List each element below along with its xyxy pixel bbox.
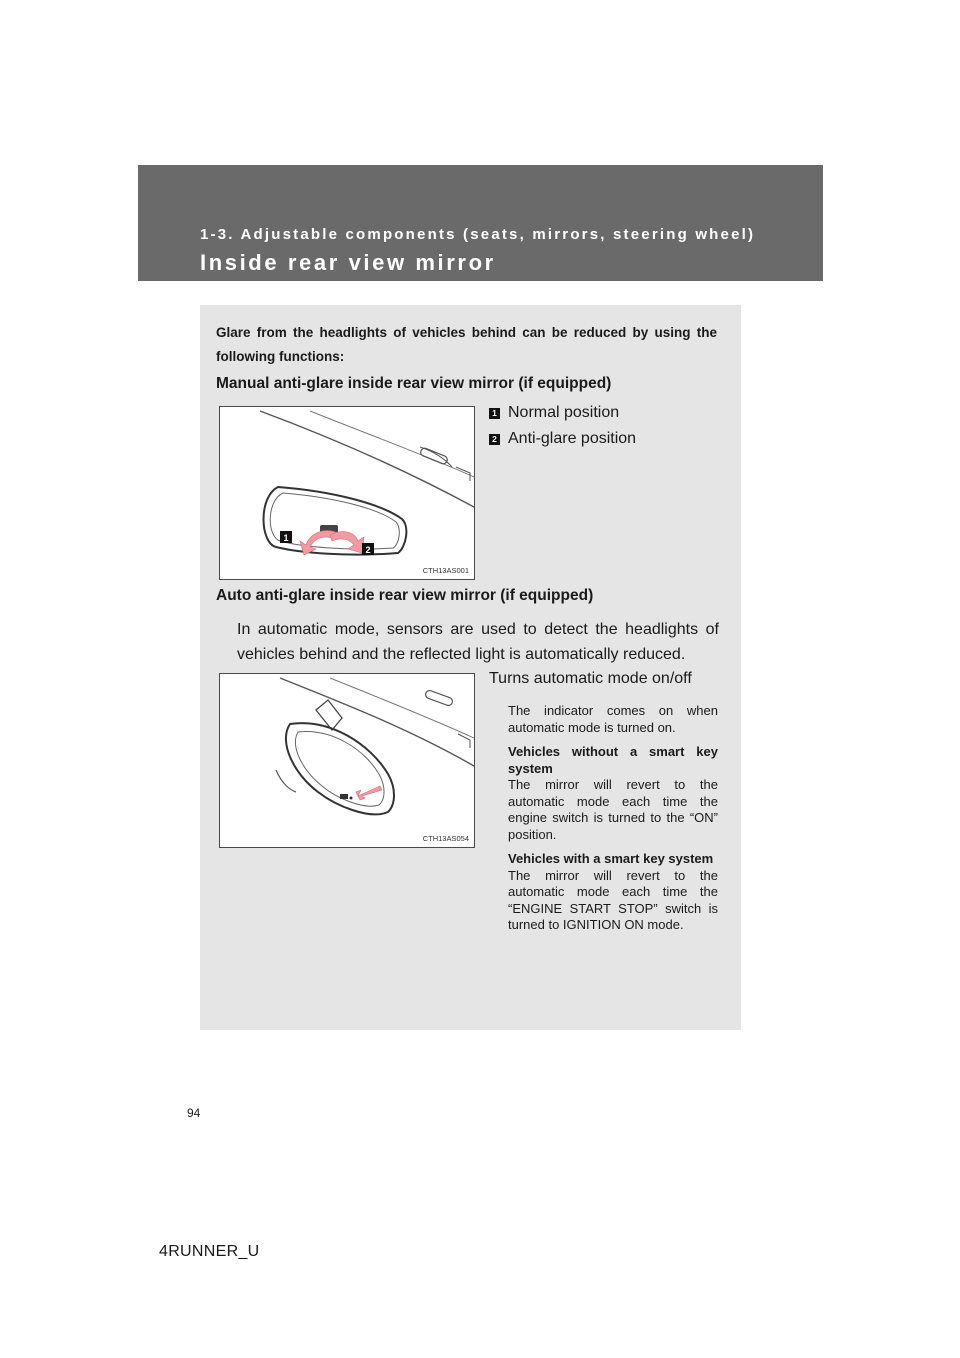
- note-body: The mirror will revert to the automatic mode each time the engine switch is turned to the “ON” position.: [508, 777, 718, 842]
- callout-2: 2: [365, 545, 371, 555]
- note-without-smart-key: [508, 744, 718, 843]
- content-panel: [200, 305, 741, 1030]
- note-heading: Vehicles with a smart key system: [508, 851, 714, 866]
- number-badge-2: 2: [489, 434, 500, 445]
- chapter-header: [138, 165, 823, 281]
- note-body: The mirror will revert to the automatic mode each time the “ENGINE START STOP” switch is turned to IGNITION ON mode.: [508, 867, 718, 932]
- auto-mirror-illustration: [220, 674, 475, 848]
- note-heading: Vehicles without a smart key system: [508, 744, 718, 776]
- legend-item-normal: [489, 402, 619, 424]
- page-number: 94: [187, 1106, 201, 1120]
- number-badge-1: 1: [489, 408, 500, 419]
- callout-1: 1: [283, 533, 289, 543]
- manual-mirror-figure: [219, 406, 475, 580]
- figure-code: CTH13AS001: [422, 566, 469, 575]
- note-with-smart-key: [508, 851, 718, 934]
- manual-mirror-heading: Manual anti-glare inside rear view mirror (if equipped): [216, 375, 612, 392]
- intro-text: Glare from the headlights of vehicles behind can be reduced by using the following functions:: [216, 325, 717, 364]
- auto-mirror-heading: Auto anti-glare inside rear view mirror (if equipped): [216, 587, 594, 604]
- auto-mode-subhead: Turns automatic mode on/off: [489, 670, 692, 687]
- page-title: Inside rear view mirror: [200, 250, 496, 275]
- document-code: 4RUNNER_U: [159, 1243, 260, 1260]
- manual-mirror-illustration: [220, 407, 475, 580]
- indicator-note: The indicator comes on when automatic mode is turned on.: [508, 703, 718, 735]
- legend-label: Anti-glare position: [508, 430, 637, 447]
- auto-mirror-description: In automatic mode, sensors are used to detect the headlights of vehicles behind and the reflected light is automatically reduced.: [237, 621, 719, 663]
- notes-column: [508, 703, 718, 942]
- section-title: 1-3. Adjustable components (seats, mirrors, steering wheel): [200, 226, 756, 243]
- auto-mirror-figure: [219, 673, 475, 848]
- figure-code: CTH13AS054: [422, 834, 469, 843]
- legend-item-anti-glare: [489, 428, 636, 450]
- legend-label: Normal position: [508, 404, 620, 421]
